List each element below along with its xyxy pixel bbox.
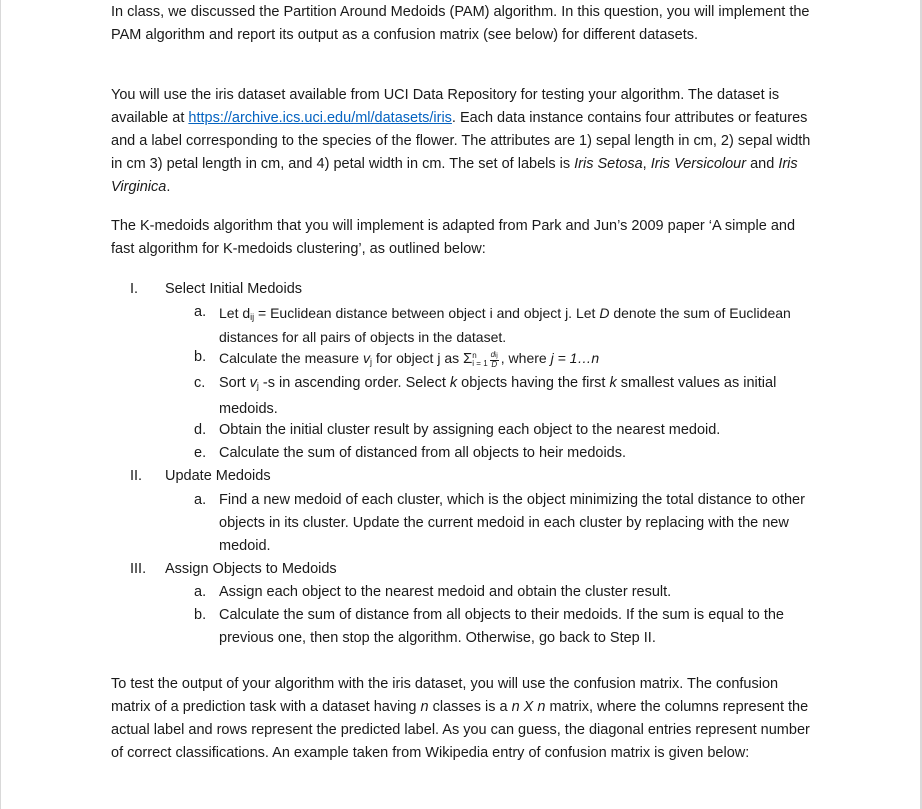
text-run: -s in ascending order. Select [258, 375, 450, 391]
item-text: Obtain the initial cluster result by assigning each object to the nearest medoid. [219, 422, 721, 438]
confusion-matrix-paragraph [111, 673, 821, 765]
text-run: = Euclidean distance between object i and object j. Let [254, 305, 600, 321]
item-letter: b. [194, 349, 207, 365]
text-run: smallest values as initial medoids. [219, 375, 777, 417]
dataset-paragraph [111, 84, 821, 199]
dataset-text-2: . Each data instance contains four attributes or features and a label corresponding to the species of the flower. The attributes are 1) sepal length in cm, 2) sepal width in cm 3) petal length in cm, and 4) petal width in cm. The set of labels is [111, 110, 811, 172]
item-text [219, 348, 819, 372]
item-text: Find a new medoid of each cluster, which is the object minimizing the total distance to other objects in its cluster. Update the current medoid in each cluster by replacing with the new medoid. [219, 492, 805, 554]
item-text: Calculate the sum of distance from all objects to their medoids. If the sum is equal to the previous one, then stop the algorithm. Otherwise, go back to Step II. [219, 607, 784, 646]
item-letter: e. [194, 445, 207, 461]
step-numeral: II. [130, 468, 143, 484]
step-numeral: I. [130, 281, 139, 297]
fraction [490, 351, 499, 369]
dataset-link[interactable]: https://archive.ics.uci.edu/ml/datasets/iris [188, 110, 452, 126]
italic-run: k [449, 375, 458, 391]
italic-run: n X n [511, 699, 546, 715]
item-letter: a. [194, 304, 207, 320]
item-letter: a. [194, 584, 207, 600]
step-title: Select Initial Medoids [165, 281, 303, 297]
summation-upper: n [472, 351, 477, 360]
fraction-denominator: D [491, 360, 498, 369]
text-run: Calculate the measure [219, 350, 363, 366]
label-virginica: Iris Virginica [111, 156, 798, 195]
numerator-var: d [490, 350, 496, 359]
item-letter: a. [194, 492, 207, 508]
italic-run: v [362, 350, 370, 366]
text-run: objects having the first [457, 375, 610, 391]
italic-run: j = 1…n [550, 350, 600, 366]
text-run: , where [500, 350, 551, 366]
subscript: j [369, 357, 372, 367]
text-run: To test the output of your algorithm with the iris dataset, you will use the confusion matrix. The confusion matrix of a prediction task with a dataset having [111, 676, 779, 715]
item-text: Assign each object to the nearest medoid and obtain the cluster result. [219, 584, 672, 600]
item-letter: c. [194, 375, 206, 391]
step-numeral: III. [130, 561, 147, 577]
text-run: Let d [219, 305, 251, 321]
item-letter: b. [194, 607, 207, 623]
kmedoids-paragraph: The K-medoids algorithm that you will implement is adapted from Park and Jun’s 2009 paper ‘A simple and fast algorithm for K-medoids clustering’, as outlined below: [111, 218, 796, 257]
summation-lower: i = 1 [472, 359, 488, 368]
item-text: Calculate the sum of distanced from all objects to heir medoids. [219, 445, 627, 461]
item-text [219, 372, 819, 421]
dataset-text-1: You will use the iris dataset available from UCI Data Repository for testing your algorithm. The dataset is available at [111, 87, 780, 126]
text-run: for object j as [371, 350, 464, 366]
text-run: classes is a [428, 699, 512, 715]
label-separator: and [746, 156, 779, 172]
label-end: . [166, 179, 171, 195]
item-text [219, 303, 819, 347]
italic-run: n [420, 699, 429, 715]
italic-run: k [609, 375, 617, 391]
page-edge-left [0, 0, 1, 809]
intro-paragraph: In class, we discussed the Partition Around Medoids (PAM) algorithm. In this question, you will implement the PAM algorithm and report its output as a confusion matrix (see below) for different datasets. [111, 4, 810, 43]
label-setosa: Iris Setosa [574, 156, 643, 172]
subscript: j [256, 381, 259, 391]
label-separator: , [642, 156, 651, 172]
subscript: ij [250, 312, 255, 322]
summation-limits [472, 352, 487, 368]
italic-run: D [599, 305, 610, 321]
text-run: Sort [219, 375, 250, 391]
summation-symbol: Σ [463, 350, 473, 367]
label-versicolour: Iris Versicolour [650, 156, 747, 172]
item-letter: d. [194, 422, 207, 438]
numerator-sub: ij [495, 353, 498, 359]
step-title: Update Medoids [165, 468, 271, 484]
step-title: Assign Objects to Medoids [165, 561, 337, 577]
text-run: matrix, where the columns represent the actual label and rows represent the predicted label. As you can guess, the diagonal entries represent number of correct classifications. An example taken from Wikipedia entry of confusion matrix is given below: [111, 699, 810, 761]
italic-run: v [249, 375, 257, 391]
text-run: denote the sum of Euclidean distances for all pairs of objects in the dataset. [219, 305, 791, 345]
